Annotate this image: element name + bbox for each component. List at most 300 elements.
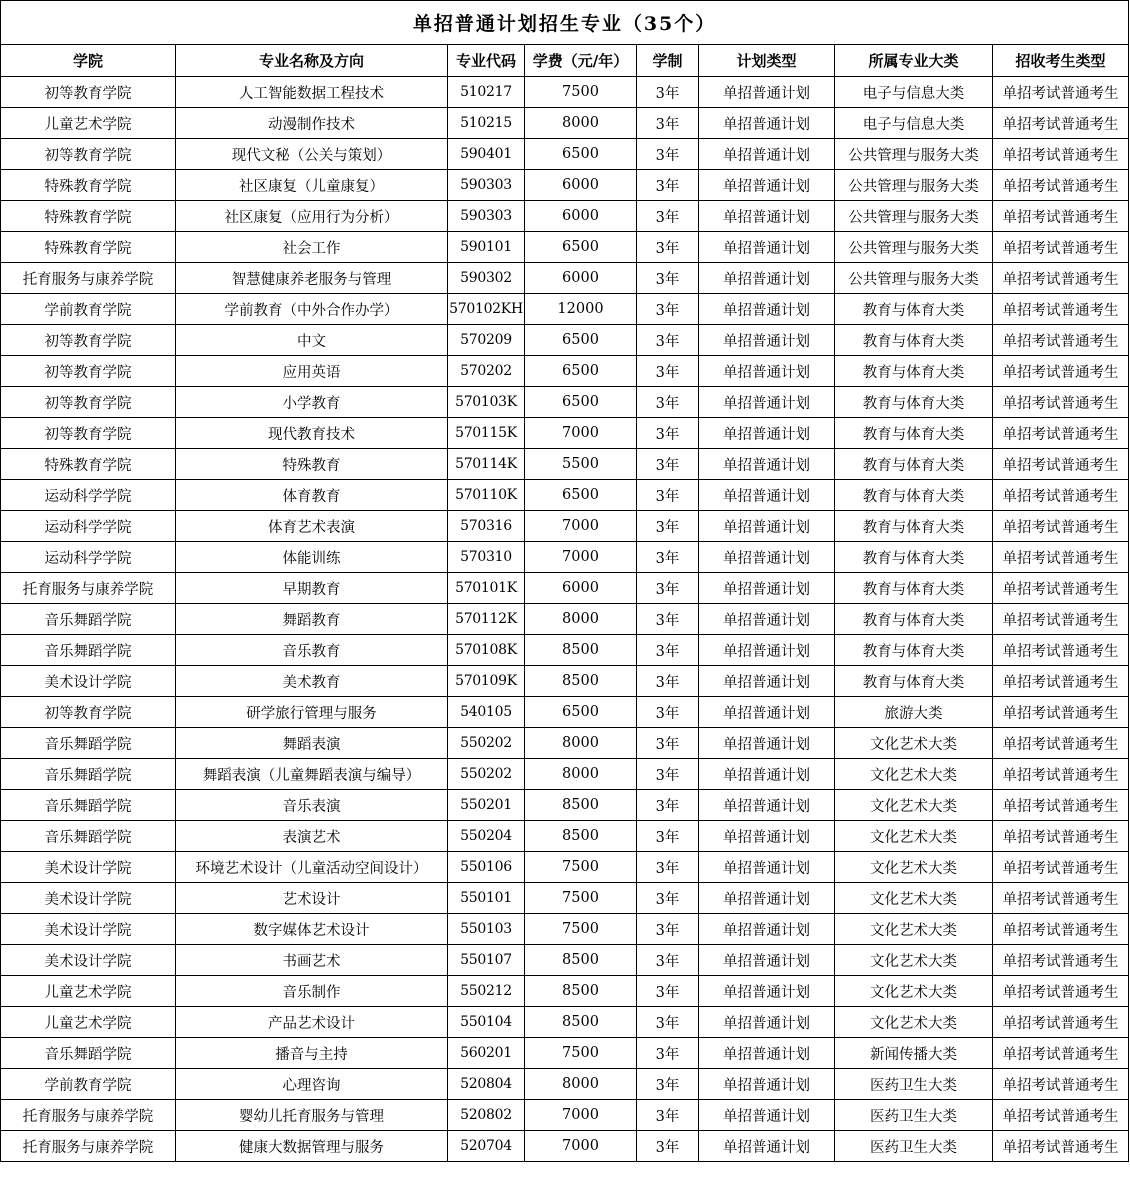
cell-plan-type: 单招普通计划 [699,976,835,1007]
cell-duration: 3年 [637,108,699,139]
cell-tuition: 8000 [525,108,637,139]
cell-tuition: 7000 [525,542,637,573]
cell-category: 文化艺术大类 [835,914,993,945]
table-row [1,1007,1129,1038]
cell-duration: 3年 [637,325,699,356]
cell-duration: 3年 [637,635,699,666]
col-header-tuition: 学费（元/年） [525,45,637,77]
cell-duration: 3年 [637,511,699,542]
cell-tuition: 6500 [525,232,637,263]
cell-category: 教育与体育大类 [835,356,993,387]
cell-category: 文化艺术大类 [835,821,993,852]
cell-code: 520802 [448,1100,525,1131]
cell-category: 教育与体育大类 [835,573,993,604]
cell-tuition: 7000 [525,418,637,449]
cell-code: 510215 [448,108,525,139]
col-header-code: 专业代码 [448,45,525,77]
cell-code: 570101K [448,573,525,604]
table-row [1,294,1129,325]
cell-college: 美术设计学院 [1,914,176,945]
cell-tuition: 8500 [525,821,637,852]
table-row [1,325,1129,356]
table-row [1,77,1129,108]
cell-duration: 3年 [637,170,699,201]
cell-college: 儿童艺术学院 [1,1007,176,1038]
cell-category: 文化艺术大类 [835,945,993,976]
cell-duration: 3年 [637,883,699,914]
cell-tuition: 8500 [525,790,637,821]
cell-plan-type: 单招普通计划 [699,356,835,387]
cell-plan-type: 单招普通计划 [699,759,835,790]
table-row [1,1038,1129,1069]
cell-major: 表演艺术 [176,821,448,852]
cell-applicant-type: 单招考试普通考生 [993,852,1129,883]
cell-code: 550107 [448,945,525,976]
cell-major: 社区康复（儿童康复） [176,170,448,201]
cell-college: 特殊教育学院 [1,170,176,201]
cell-applicant-type: 单招考试普通考生 [993,945,1129,976]
cell-tuition: 7500 [525,77,637,108]
cell-plan-type: 单招普通计划 [699,728,835,759]
cell-college: 儿童艺术学院 [1,108,176,139]
cell-applicant-type: 单招考试普通考生 [993,201,1129,232]
cell-major: 学前教育（中外合作办学） [176,294,448,325]
table-row [1,201,1129,232]
cell-college: 托育服务与康养学院 [1,573,176,604]
table-row [1,635,1129,666]
cell-major: 播音与主持 [176,1038,448,1069]
cell-duration: 3年 [637,201,699,232]
cell-applicant-type: 单招考试普通考生 [993,790,1129,821]
table-row [1,480,1129,511]
cell-duration: 3年 [637,263,699,294]
cell-code: 570110K [448,480,525,511]
cell-major: 人工智能数据工程技术 [176,77,448,108]
cell-category: 教育与体育大类 [835,387,993,418]
cell-category: 电子与信息大类 [835,108,993,139]
cell-plan-type: 单招普通计划 [699,1007,835,1038]
cell-tuition: 7000 [525,511,637,542]
table-row [1,139,1129,170]
cell-plan-type: 单招普通计划 [699,325,835,356]
cell-category: 教育与体育大类 [835,511,993,542]
cell-applicant-type: 单招考试普通考生 [993,976,1129,1007]
col-header-major: 专业名称及方向 [176,45,448,77]
cell-plan-type: 单招普通计划 [699,635,835,666]
cell-applicant-type: 单招考试普通考生 [993,666,1129,697]
cell-category: 公共管理与服务大类 [835,201,993,232]
cell-plan-type: 单招普通计划 [699,201,835,232]
cell-category: 公共管理与服务大类 [835,232,993,263]
cell-code: 550212 [448,976,525,1007]
cell-applicant-type: 单招考试普通考生 [993,139,1129,170]
cell-applicant-type: 单招考试普通考生 [993,883,1129,914]
cell-plan-type: 单招普通计划 [699,914,835,945]
cell-tuition: 7000 [525,1100,637,1131]
cell-duration: 3年 [637,139,699,170]
cell-duration: 3年 [637,356,699,387]
table-row [1,263,1129,294]
cell-plan-type: 单招普通计划 [699,945,835,976]
cell-tuition: 8000 [525,604,637,635]
cell-tuition: 6000 [525,263,637,294]
cell-applicant-type: 单招考试普通考生 [993,1038,1129,1069]
cell-plan-type: 单招普通计划 [699,821,835,852]
cell-college: 美术设计学院 [1,666,176,697]
cell-plan-type: 单招普通计划 [699,139,835,170]
cell-applicant-type: 单招考试普通考生 [993,387,1129,418]
cell-category: 教育与体育大类 [835,418,993,449]
cell-code: 550201 [448,790,525,821]
cell-plan-type: 单招普通计划 [699,418,835,449]
table-row [1,170,1129,201]
cell-category: 公共管理与服务大类 [835,263,993,294]
cell-applicant-type: 单招考试普通考生 [993,759,1129,790]
cell-code: 570114K [448,449,525,480]
cell-tuition: 8000 [525,728,637,759]
cell-major: 书画艺术 [176,945,448,976]
cell-college: 初等教育学院 [1,77,176,108]
cell-college: 音乐舞蹈学院 [1,604,176,635]
cell-college: 美术设计学院 [1,883,176,914]
cell-tuition: 8000 [525,1069,637,1100]
cell-applicant-type: 单招考试普通考生 [993,170,1129,201]
cell-applicant-type: 单招考试普通考生 [993,1069,1129,1100]
cell-plan-type: 单招普通计划 [699,77,835,108]
cell-duration: 3年 [637,976,699,1007]
cell-major: 社会工作 [176,232,448,263]
cell-applicant-type: 单招考试普通考生 [993,573,1129,604]
cell-college: 初等教育学院 [1,356,176,387]
table-row [1,790,1129,821]
cell-major: 数字媒体艺术设计 [176,914,448,945]
cell-major: 艺术设计 [176,883,448,914]
cell-tuition: 5500 [525,449,637,480]
cell-code: 550202 [448,728,525,759]
cell-tuition: 6500 [525,480,637,511]
cell-college: 音乐舞蹈学院 [1,821,176,852]
table-row [1,511,1129,542]
cell-plan-type: 单招普通计划 [699,480,835,511]
cell-category: 教育与体育大类 [835,294,993,325]
cell-college: 初等教育学院 [1,139,176,170]
cell-category: 文化艺术大类 [835,883,993,914]
cell-duration: 3年 [637,387,699,418]
cell-applicant-type: 单招考试普通考生 [993,108,1129,139]
cell-category: 文化艺术大类 [835,728,993,759]
cell-college: 特殊教育学院 [1,449,176,480]
table-row [1,108,1129,139]
cell-major: 中文 [176,325,448,356]
cell-code: 590303 [448,201,525,232]
cell-applicant-type: 单招考试普通考生 [993,325,1129,356]
cell-code: 570202 [448,356,525,387]
cell-code: 550202 [448,759,525,790]
table-title: 单招普通计划招生专业（35个） [1,1,1129,45]
cell-college: 美术设计学院 [1,945,176,976]
cell-college: 初等教育学院 [1,325,176,356]
cell-college: 特殊教育学院 [1,201,176,232]
cell-applicant-type: 单招考试普通考生 [993,232,1129,263]
cell-applicant-type: 单招考试普通考生 [993,418,1129,449]
cell-tuition: 6000 [525,170,637,201]
cell-college: 音乐舞蹈学院 [1,635,176,666]
table-row [1,945,1129,976]
header-row [1,45,1129,77]
cell-applicant-type: 单招考试普通考生 [993,356,1129,387]
cell-duration: 3年 [637,852,699,883]
cell-plan-type: 单招普通计划 [699,294,835,325]
cell-plan-type: 单招普通计划 [699,697,835,728]
cell-duration: 3年 [637,449,699,480]
cell-tuition: 7500 [525,852,637,883]
cell-applicant-type: 单招考试普通考生 [993,728,1129,759]
cell-category: 文化艺术大类 [835,976,993,1007]
cell-college: 运动科学学院 [1,542,176,573]
cell-tuition: 12000 [525,294,637,325]
cell-applicant-type: 单招考试普通考生 [993,511,1129,542]
cell-applicant-type: 单招考试普通考生 [993,263,1129,294]
cell-category: 教育与体育大类 [835,325,993,356]
cell-category: 医药卫生大类 [835,1100,993,1131]
table-row [1,573,1129,604]
col-header-college: 学院 [1,45,176,77]
cell-code: 570316 [448,511,525,542]
cell-plan-type: 单招普通计划 [699,232,835,263]
cell-tuition: 6000 [525,201,637,232]
cell-code: 540105 [448,697,525,728]
cell-category: 公共管理与服务大类 [835,139,993,170]
cell-college: 音乐舞蹈学院 [1,728,176,759]
cell-major: 舞蹈表演 [176,728,448,759]
cell-major: 心理咨询 [176,1069,448,1100]
table-row [1,604,1129,635]
cell-major: 体育艺术表演 [176,511,448,542]
cell-code: 510217 [448,77,525,108]
cell-major: 社区康复（应用行为分析） [176,201,448,232]
cell-duration: 3年 [637,1100,699,1131]
cell-major: 婴幼儿托育服务与管理 [176,1100,448,1131]
cell-code: 550104 [448,1007,525,1038]
table-row [1,759,1129,790]
cell-category: 教育与体育大类 [835,666,993,697]
cell-college: 音乐舞蹈学院 [1,790,176,821]
cell-duration: 3年 [637,1038,699,1069]
cell-category: 文化艺术大类 [835,790,993,821]
table-row [1,1131,1129,1162]
cell-major: 动漫制作技术 [176,108,448,139]
table-row [1,976,1129,1007]
table-row [1,449,1129,480]
cell-code: 590401 [448,139,525,170]
table-row [1,821,1129,852]
cell-plan-type: 单招普通计划 [699,1069,835,1100]
table-row [1,232,1129,263]
cell-college: 学前教育学院 [1,1069,176,1100]
cell-code: 570115K [448,418,525,449]
cell-major: 音乐表演 [176,790,448,821]
cell-duration: 3年 [637,294,699,325]
cell-major: 体育教育 [176,480,448,511]
table-row [1,914,1129,945]
cell-major: 智慧健康养老服务与管理 [176,263,448,294]
cell-duration: 3年 [637,418,699,449]
cell-tuition: 8500 [525,635,637,666]
table-row [1,356,1129,387]
cell-category: 新闻传播大类 [835,1038,993,1069]
cell-plan-type: 单招普通计划 [699,666,835,697]
cell-college: 运动科学学院 [1,480,176,511]
cell-tuition: 8500 [525,1007,637,1038]
cell-applicant-type: 单招考试普通考生 [993,1131,1129,1162]
cell-code: 590303 [448,170,525,201]
cell-plan-type: 单招普通计划 [699,263,835,294]
cell-duration: 3年 [637,790,699,821]
cell-category: 教育与体育大类 [835,604,993,635]
cell-duration: 3年 [637,759,699,790]
cell-duration: 3年 [637,573,699,604]
cell-duration: 3年 [637,728,699,759]
cell-major: 健康大数据管理与服务 [176,1131,448,1162]
cell-applicant-type: 单招考试普通考生 [993,77,1129,108]
cell-category: 文化艺术大类 [835,1007,993,1038]
cell-tuition: 7500 [525,883,637,914]
cell-code: 550103 [448,914,525,945]
cell-code: 570103K [448,387,525,418]
col-header-plan-type: 计划类型 [699,45,835,77]
table-row [1,852,1129,883]
cell-college: 儿童艺术学院 [1,976,176,1007]
cell-code: 590101 [448,232,525,263]
table-body [1,77,1129,1162]
cell-plan-type: 单招普通计划 [699,1131,835,1162]
cell-tuition: 7000 [525,1131,637,1162]
cell-tuition: 8500 [525,666,637,697]
cell-major: 现代文秘（公关与策划） [176,139,448,170]
cell-category: 教育与体育大类 [835,480,993,511]
cell-college: 托育服务与康养学院 [1,1131,176,1162]
col-header-applicant-type: 招收考生类型 [993,45,1129,77]
cell-college: 初等教育学院 [1,697,176,728]
cell-plan-type: 单招普通计划 [699,170,835,201]
cell-category: 教育与体育大类 [835,542,993,573]
cell-college: 托育服务与康养学院 [1,263,176,294]
cell-plan-type: 单招普通计划 [699,542,835,573]
cell-category: 旅游大类 [835,697,993,728]
cell-duration: 3年 [637,480,699,511]
cell-category: 公共管理与服务大类 [835,170,993,201]
cell-duration: 3年 [637,542,699,573]
table-row [1,666,1129,697]
cell-category: 文化艺术大类 [835,759,993,790]
cell-applicant-type: 单招考试普通考生 [993,697,1129,728]
cell-applicant-type: 单招考试普通考生 [993,1100,1129,1131]
cell-major: 体能训练 [176,542,448,573]
cell-college: 美术设计学院 [1,852,176,883]
cell-code: 550101 [448,883,525,914]
cell-tuition: 7500 [525,914,637,945]
cell-category: 医药卫生大类 [835,1131,993,1162]
cell-code: 560201 [448,1038,525,1069]
cell-code: 570109K [448,666,525,697]
table-row [1,697,1129,728]
cell-major: 特殊教育 [176,449,448,480]
cell-college: 托育服务与康养学院 [1,1100,176,1131]
cell-code: 570209 [448,325,525,356]
cell-plan-type: 单招普通计划 [699,852,835,883]
cell-code: 550106 [448,852,525,883]
cell-major: 音乐教育 [176,635,448,666]
cell-tuition: 6500 [525,356,637,387]
cell-code: 520804 [448,1069,525,1100]
cell-category: 电子与信息大类 [835,77,993,108]
cell-applicant-type: 单招考试普通考生 [993,1007,1129,1038]
cell-tuition: 6500 [525,139,637,170]
cell-plan-type: 单招普通计划 [699,1100,835,1131]
table-row [1,387,1129,418]
cell-code: 570310 [448,542,525,573]
cell-major: 舞蹈表演（儿童舞蹈表演与编导） [176,759,448,790]
cell-major: 应用英语 [176,356,448,387]
cell-tuition: 8500 [525,976,637,1007]
cell-category: 医药卫生大类 [835,1069,993,1100]
cell-college: 初等教育学院 [1,418,176,449]
cell-college: 学前教育学院 [1,294,176,325]
cell-plan-type: 单招普通计划 [699,573,835,604]
cell-plan-type: 单招普通计划 [699,108,835,139]
cell-duration: 3年 [637,821,699,852]
cell-duration: 3年 [637,1131,699,1162]
cell-major: 舞蹈教育 [176,604,448,635]
cell-plan-type: 单招普通计划 [699,387,835,418]
table-row [1,1100,1129,1131]
cell-major: 产品艺术设计 [176,1007,448,1038]
cell-plan-type: 单招普通计划 [699,790,835,821]
cell-applicant-type: 单招考试普通考生 [993,449,1129,480]
cell-plan-type: 单招普通计划 [699,511,835,542]
cell-category: 教育与体育大类 [835,449,993,480]
cell-applicant-type: 单招考试普通考生 [993,294,1129,325]
cell-plan-type: 单招普通计划 [699,1038,835,1069]
cell-duration: 3年 [637,1069,699,1100]
table-row [1,1069,1129,1100]
cell-plan-type: 单招普通计划 [699,604,835,635]
cell-category: 文化艺术大类 [835,852,993,883]
table-row [1,883,1129,914]
cell-major: 美术教育 [176,666,448,697]
cell-duration: 3年 [637,232,699,263]
cell-plan-type: 单招普通计划 [699,449,835,480]
cell-code: 520704 [448,1131,525,1162]
cell-applicant-type: 单招考试普通考生 [993,635,1129,666]
table-row [1,418,1129,449]
cell-tuition: 8000 [525,759,637,790]
cell-duration: 3年 [637,77,699,108]
cell-college: 初等教育学院 [1,387,176,418]
cell-college: 特殊教育学院 [1,232,176,263]
cell-major: 现代教育技术 [176,418,448,449]
cell-major: 环境艺术设计（儿童活动空间设计） [176,852,448,883]
col-header-duration: 学制 [637,45,699,77]
cell-code: 570112K [448,604,525,635]
cell-applicant-type: 单招考试普通考生 [993,542,1129,573]
cell-tuition: 6500 [525,697,637,728]
table-row [1,728,1129,759]
cell-code: 570102KH [448,294,525,325]
cell-applicant-type: 单招考试普通考生 [993,480,1129,511]
cell-applicant-type: 单招考试普通考生 [993,821,1129,852]
cell-major: 小学教育 [176,387,448,418]
